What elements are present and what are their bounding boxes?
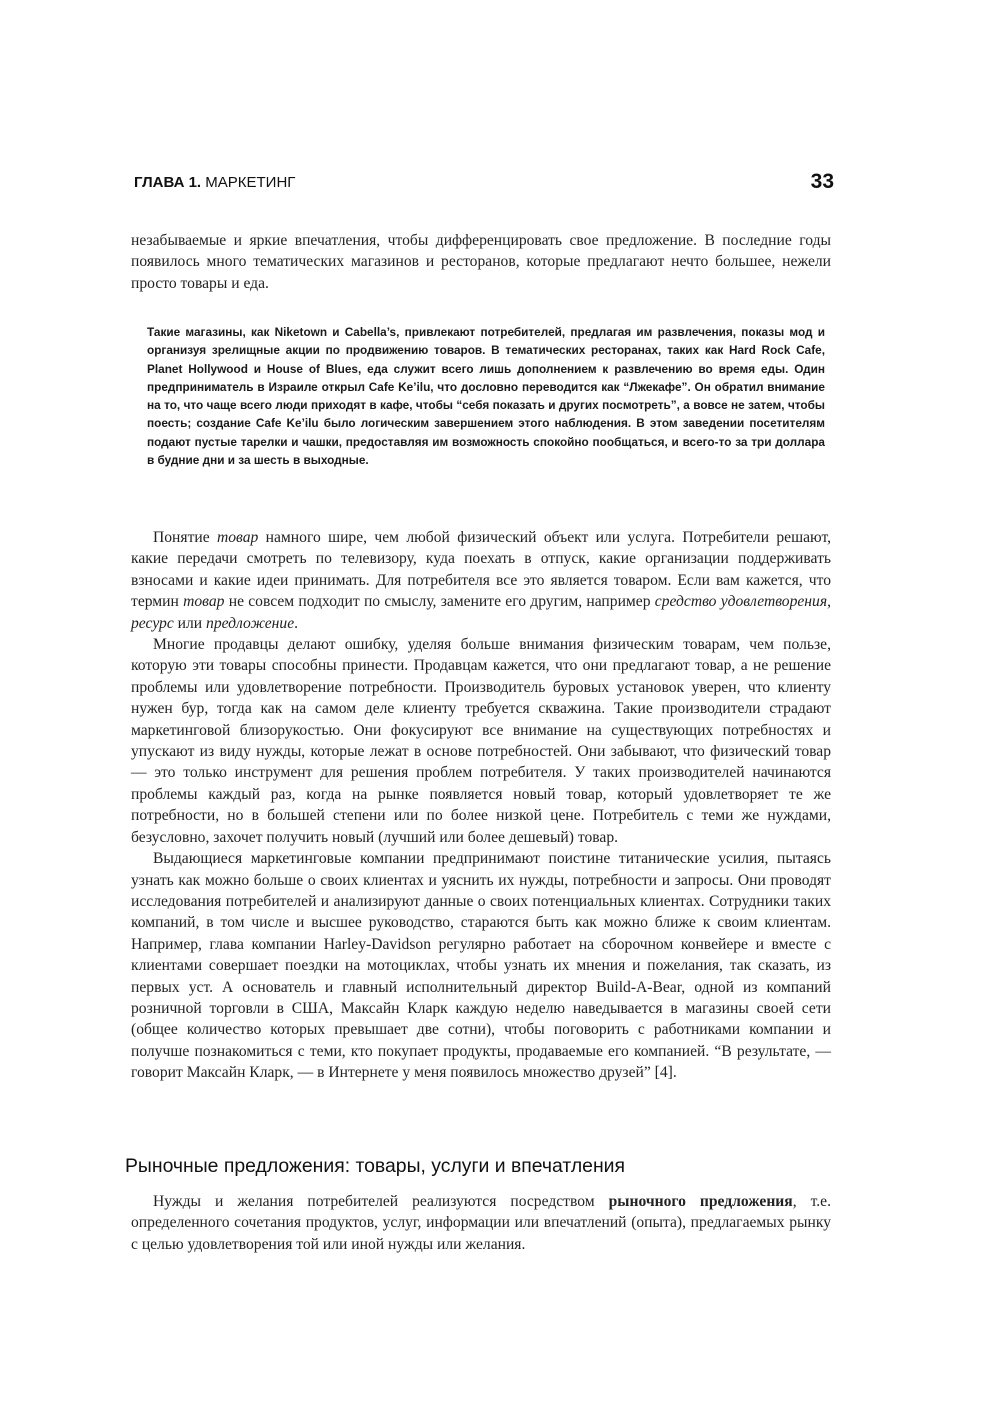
text-run: , [827,593,831,611]
term-bold: рыночного предложения [608,1193,793,1210]
intro-paragraph: незабываемые и яркие впечатления, чтобы дифференцировать свое предложение. В последние годы появилось много тематических магазинов и ресторанов, которые предлагают нечто большее, нежели просто товары и еда. [131,232,831,292]
section-text [131,1191,831,1255]
text-run: . [294,614,299,632]
text-run: , т.е. определенного сочетания продуктов, услуг, информации или впечатлений (опыта), предлагаемых рынку с целью удовлетворения той или иной нужды или желания. [131,1193,831,1253]
term-italic: предложение [206,614,295,632]
section-paragraph [131,1191,831,1255]
section-heading: Рыночные предложения: товары, услуги и впечатления [125,1155,625,1177]
text-run: или [173,614,207,632]
chapter-number: ГЛАВА 1. [134,174,202,191]
sidebar-example: Такие магазины, как Niketown и Cabella’s, привлекают потребителей, предлагая им развлечения, показы мод и организуя зрелищные акции по продвижению товаров. В тематических ресторанах, таких как Hard Rock Cafe, Planet Hollywood и House of Blues, еда служит всего лишь дополнением к развлечению во время еды. Один предприниматель в Израиле открыл Cafe Ke’ilu, что дословно переводится как “Лжекафе”. Он обратил внимание на то, что чаще всего люди приходят в кафе, чтобы “себя показать и других посмотреть”, а вовсе не затем, чтобы поесть; создание Cafe Ke’ilu было логическим завершением этого наблюдения. В этом заведении посетителям подают пустые тарелки и чашки, предоставляя им возможность спокойно пообщаться, и всего-то за три доллара в будние дни и за шесть в выходные. [147,325,825,468]
term-italic: средство удовлетворения [654,593,828,611]
companies-paragraph: Выдающиеся маркетинговые компании предпринимают поистине титанические усилия, пытаясь узнать как можно больше о своих клиентах и уяснить их нужды, потребности и запросы. Они проводят исследования потребителей и анализируют данные о своих потенциальных клиентах. Сотрудники таких компаний, в том числе и высшее руководство, стараются быть как можно ближе к своим клиентам. Например, глава компании Harley-Davidson регулярно работает на сборочном конвейере и вместе с клиентами совершает поездки на мотоциклах, чтобы узнать их мнения и пожелания, так сказать, из первых уст. А основатель и главный исполнительный директор Build-A-Bear, одной из компаний розничной торговли в США, Максайн Кларк каждую неделю наведывается в магазины своей сети (общее количество которых превышает две сотни), чтобы поговорить с работниками компании и получше познакомиться с теми, кто покупает продукты, продаваемые его компанией. “В результате, — говорит Максайн Кларк, — в Интернете у меня появилось множество друзей” [4]. [131,850,831,1082]
term-italic: ресурс [131,614,174,632]
text-run: намного шире, чем любой физический объект или услуга. Потребители решают, какие передачи смотреть по телевизору, куда поехать в отпуск, какие организации поддерживать взносами и какие идеи принимать. Для потребителя все это является товаром. Если вам кажется, что термин [131,529,831,611]
text-run: Нужды и желания потребителей реализуются посредством [153,1193,609,1210]
myopia-paragraph: Многие продавцы делают ошибку, уделяя больше внимания физическим товарам, чем пользе, которую эти товары способны принести. Продавцам кажется, что они предлагают товар, а не решение проблемы или удовлетворение потребности. Производитель буровых установок уверен, что клиенту нужен бур, тогда как на самом деле клиенту требуется скважина. Такие производители страдают маркетинговой близорукостью. Они фокусируют все внимание на существующих потребностях и упускают из виду нужды, которые лежат в основе потребностей. Они забывают, что физический товар — это только инструмент для решения проблем потребителя. У таких производителей начинаются проблемы каждый раз, когда на рынке появляется новый товар, который удовлетворяет те же потребности, но в большей степени или по более низкой цене. Потребитель с теми же нуждами, безусловно, захочет получить новый (лучший или более дешевый) товар. [131,636,831,846]
text-run: не совсем подходит по смыслу, замените его другим, например [224,593,655,611]
chapter-label [134,174,295,191]
intro-text [131,230,831,294]
page-number: 33 [810,170,834,193]
term-italic: товар [217,529,259,546]
term-italic: товар [183,593,225,611]
text-run: Понятие [153,529,217,546]
chapter-title: МАРКЕТИНГ [205,174,296,191]
running-header [134,172,834,196]
product-paragraph [131,527,831,634]
main-text [131,527,831,1084]
